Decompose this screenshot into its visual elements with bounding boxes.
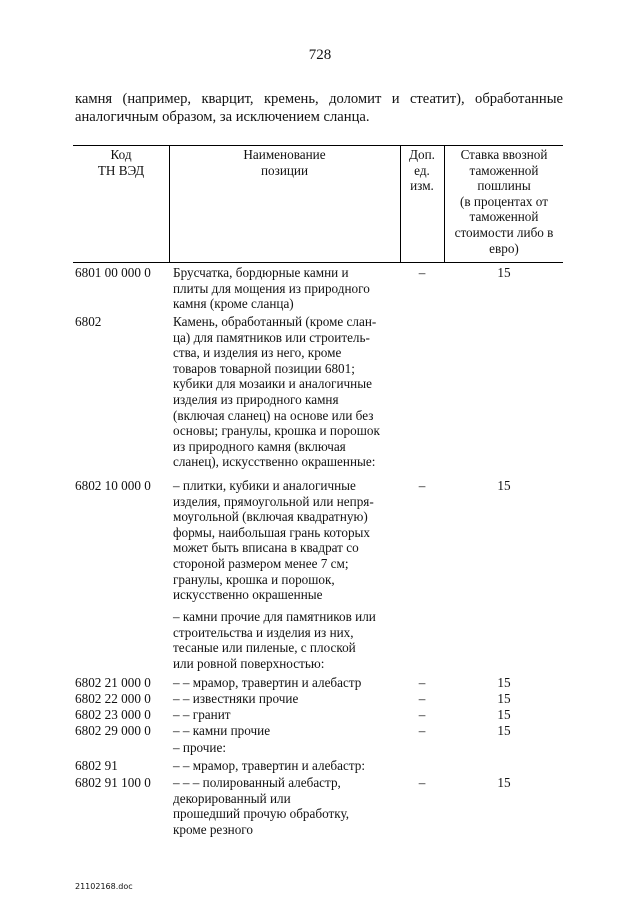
table-row-name: – прочие: (173, 740, 227, 755)
table-row-duty: 15 (497, 478, 511, 493)
table-row-name: – плитки, кубики и аналогичные изделия, прямоугольной или непря- моугольной (включая квадратную) формы, наибольшая грань которых может быть вписана в квадрат со стороной размером менее 7 см; гранулы, крошка и порошок, искусственно окрашенные (173, 478, 374, 603)
table-header-rule (73, 262, 563, 263)
table-row-unit: – (418, 691, 426, 706)
header-name: Наименование позиции (243, 147, 326, 178)
table-row-duty: 15 (497, 265, 511, 280)
table-row-code: 6802 21 000 0 (75, 675, 151, 690)
header-code: Код ТН ВЭД (97, 147, 145, 178)
table-row-code: 6802 (75, 314, 102, 329)
table-row-duty: 15 (497, 775, 511, 790)
table-row-unit: – (418, 775, 426, 790)
table-top-rule (73, 145, 563, 146)
table-row-unit: – (418, 723, 426, 738)
table-row-duty: 15 (497, 691, 511, 706)
table-row-name: – – мрамор, травертин и алебастр (173, 675, 362, 690)
table-row-code: 6802 10 000 0 (75, 478, 151, 493)
table-row-duty: 15 (497, 675, 511, 690)
table-row-duty: 15 (497, 723, 511, 738)
table-row-code: 6802 91 100 0 (75, 775, 151, 790)
table-row-name: Камень, обработанный (кроме слан- ца) для памятников или строитель- ства, и изделия из него, кроме товаров товарной позиции 6801; кубики для мозаики и аналогичные изделия из природного камня (включая сланец) на основе или без основы; гранулы, крошка и порошок из природного камня (включая сланец), искусственно окрашенные: (173, 314, 380, 470)
intro-line-1: камня (например, кварцит, кремень, доломит и стеатит), обработанные (75, 91, 563, 107)
intro-line-2: аналогичным образом, за исключением сланца. (75, 109, 370, 125)
table-row-unit: – (418, 265, 426, 280)
column-divider (169, 145, 170, 262)
intro-paragraph (75, 90, 563, 126)
table-row-duty: 15 (497, 707, 511, 722)
table-row-name: – – камни прочие (173, 723, 271, 738)
table-row-unit: – (418, 478, 426, 493)
table-row-unit: – (418, 707, 426, 722)
table-row-code: 6802 23 000 0 (75, 707, 151, 722)
table-row-unit: – (418, 675, 426, 690)
table-row-code: 6801 00 000 0 (75, 265, 151, 280)
table-row-code: 6802 91 (75, 758, 118, 773)
table-row-name: – – – полированный алебастр, декорированный или прошедший прочую обработку, кроме резного (173, 775, 350, 837)
table-row-name: Брусчатка, бордюрные камни и плиты для мощения из природного камня (кроме сланца) (173, 265, 370, 312)
table-row-code: 6802 29 000 0 (75, 723, 151, 738)
column-divider (444, 145, 445, 262)
table-row-name: – – гранит (173, 707, 231, 722)
table-row-name: – камни прочие для памятников или строительства и изделия из них, тесаные или пиленые, с плоской или ровной поверхностью: (173, 609, 376, 671)
table-row-code: 6802 22 000 0 (75, 691, 151, 706)
page-number: 728 (308, 47, 332, 63)
header-unit: Доп. ед. изм. (409, 147, 435, 194)
table-row-name: – – известняки прочие (173, 691, 299, 706)
document-filename: 21102168.doc (75, 882, 133, 891)
table-row-name: – – мрамор, травертин и алебастр: (173, 758, 366, 773)
header-duty: Ставка ввозной таможенной пошлины (в процентах от таможенной стоимости либо в евро) (454, 147, 554, 256)
